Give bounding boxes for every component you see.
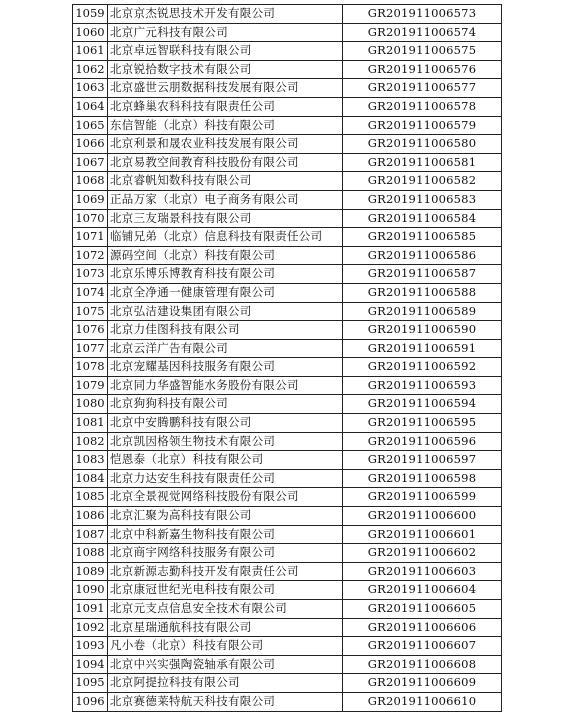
company-name: 北京商宇网络科技服务有限公司 [108, 544, 343, 563]
row-number: 1065 [73, 116, 108, 135]
table-row [73, 97, 502, 116]
row-number: 1093 [73, 637, 108, 656]
table-row [73, 395, 502, 414]
certificate-code: GR201911006582 [343, 172, 502, 191]
row-number: 1095 [73, 674, 108, 693]
certificate-code: GR201911006578 [343, 97, 502, 116]
table-row [73, 637, 502, 656]
company-name: 北京盛世云朋数据科技发展有限公司 [108, 79, 343, 98]
table-row [73, 432, 502, 451]
row-number: 1094 [73, 655, 108, 674]
row-number: 1083 [73, 451, 108, 470]
company-name: 北京星瑞通航科技有限公司 [108, 618, 343, 637]
company-name: 正品万家（北京）电子商务有限公司 [108, 190, 343, 209]
certificate-code: GR201911006586 [343, 246, 502, 265]
row-number: 1075 [73, 302, 108, 321]
company-name: 北京宠耀基因科技服务有限公司 [108, 358, 343, 377]
table-row [73, 228, 502, 247]
table-row [73, 5, 502, 24]
certificate-code: GR201911006573 [343, 5, 502, 24]
row-number: 1076 [73, 321, 108, 340]
table-row [73, 376, 502, 395]
certificate-code: GR201911006588 [343, 283, 502, 302]
certificate-code: GR201911006597 [343, 451, 502, 470]
company-name: 源码空间（北京）科技有限公司 [108, 246, 343, 265]
table-row [73, 674, 502, 693]
row-number: 1079 [73, 376, 108, 395]
company-name: 北京中安腾鹏科技有限公司 [108, 414, 343, 433]
certificate-code: GR201911006593 [343, 376, 502, 395]
certificate-code: GR201911006596 [343, 432, 502, 451]
certificate-code: GR201911006604 [343, 581, 502, 600]
row-number: 1082 [73, 432, 108, 451]
certificate-code: GR201911006599 [343, 488, 502, 507]
certificate-code: GR201911006603 [343, 562, 502, 581]
row-number: 1062 [73, 60, 108, 79]
company-name: 北京锐拾数字技术有限公司 [108, 60, 343, 79]
certificate-code: GR201911006609 [343, 674, 502, 693]
table-row [73, 600, 502, 619]
row-number: 1071 [73, 228, 108, 247]
table-row [73, 79, 502, 98]
certificate-code: GR201911006594 [343, 395, 502, 414]
table-row [73, 451, 502, 470]
company-name: 北京蜂巢农科科技有限责任公司 [108, 97, 343, 116]
certificate-code: GR201911006608 [343, 655, 502, 674]
table-row [73, 42, 502, 61]
table-body [73, 5, 502, 712]
company-name: 北京三友瑞景科技有限公司 [108, 209, 343, 228]
table-row [73, 246, 502, 265]
row-number: 1090 [73, 581, 108, 600]
row-number: 1061 [73, 42, 108, 61]
table-row [73, 655, 502, 674]
company-name: 北京全景视觉网络科技股份有限公司 [108, 488, 343, 507]
certificate-code: GR201911006575 [343, 42, 502, 61]
row-number: 1072 [73, 246, 108, 265]
certificate-code: GR201911006598 [343, 469, 502, 488]
certificate-code: GR201911006601 [343, 525, 502, 544]
certificate-code: GR201911006610 [343, 692, 502, 711]
company-name: 北京易教空间教育科技股份有限公司 [108, 153, 343, 172]
table-row [73, 116, 502, 135]
row-number: 1073 [73, 265, 108, 284]
company-name: 北京云洋广告有限公司 [108, 339, 343, 358]
row-number: 1078 [73, 358, 108, 377]
table-row [73, 525, 502, 544]
row-number: 1084 [73, 469, 108, 488]
company-name: 北京力佳图科技有限公司 [108, 321, 343, 340]
company-name: 恺恩泰（北京）科技有限公司 [108, 451, 343, 470]
certificate-code: GR201911006605 [343, 600, 502, 619]
table-row [73, 581, 502, 600]
table-row [73, 618, 502, 637]
row-number: 1059 [73, 5, 108, 24]
row-number: 1088 [73, 544, 108, 563]
company-name: 北京睿帆知数科技有限公司 [108, 172, 343, 191]
certificate-code: GR201911006577 [343, 79, 502, 98]
company-name: 北京中兴实强陶瓷轴承有限公司 [108, 655, 343, 674]
company-name: 北京康冠世纪光电科技有限公司 [108, 581, 343, 600]
table-row [73, 153, 502, 172]
table-row [73, 544, 502, 563]
table-row [73, 562, 502, 581]
certificate-code: GR201911006580 [343, 135, 502, 154]
row-number: 1077 [73, 339, 108, 358]
company-name: 北京元支点信息安全技术有限公司 [108, 600, 343, 619]
company-name: 北京利景和晟农业科技发展有限公司 [108, 135, 343, 154]
table-row [73, 60, 502, 79]
row-number: 1085 [73, 488, 108, 507]
company-name: 东信智能（北京）科技有限公司 [108, 116, 343, 135]
row-number: 1092 [73, 618, 108, 637]
row-number: 1087 [73, 525, 108, 544]
certificate-code: GR201911006602 [343, 544, 502, 563]
certificate-code: GR201911006585 [343, 228, 502, 247]
certificate-code: GR201911006579 [343, 116, 502, 135]
certificate-code: GR201911006591 [343, 339, 502, 358]
table-row [73, 135, 502, 154]
company-name: 北京汇聚为高科技有限公司 [108, 507, 343, 526]
row-number: 1096 [73, 692, 108, 711]
row-number: 1074 [73, 283, 108, 302]
certificate-code: GR201911006583 [343, 190, 502, 209]
table-row [73, 172, 502, 191]
certificate-code: GR201911006595 [343, 414, 502, 433]
certificate-code: GR201911006587 [343, 265, 502, 284]
certificate-code: GR201911006574 [343, 23, 502, 42]
row-number: 1067 [73, 153, 108, 172]
company-name: 北京阿提拉科技有限公司 [108, 674, 343, 693]
row-number: 1089 [73, 562, 108, 581]
company-name: 北京弘洁建设集团有限公司 [108, 302, 343, 321]
row-number: 1068 [73, 172, 108, 191]
company-name: 北京中科新嘉生物科技有限公司 [108, 525, 343, 544]
row-number: 1064 [73, 97, 108, 116]
certificate-code: GR201911006581 [343, 153, 502, 172]
certificate-code: GR201911006606 [343, 618, 502, 637]
company-name: 北京卓远智联科技有限公司 [108, 42, 343, 61]
table-row [73, 321, 502, 340]
row-number: 1069 [73, 190, 108, 209]
certificate-code: GR201911006576 [343, 60, 502, 79]
table-row [73, 358, 502, 377]
company-name: 北京同力华盛智能水务股份有限公司 [108, 376, 343, 395]
row-number: 1060 [73, 23, 108, 42]
row-number: 1091 [73, 600, 108, 619]
certificate-code: GR201911006600 [343, 507, 502, 526]
certificate-code: GR201911006584 [343, 209, 502, 228]
table-row [73, 414, 502, 433]
company-name: 北京狗狗科技有限公司 [108, 395, 343, 414]
company-name: 北京力达安生科技有限责任公司 [108, 469, 343, 488]
company-name: 北京凯因格领生物技术有限公司 [108, 432, 343, 451]
row-number: 1066 [73, 135, 108, 154]
row-number: 1081 [73, 414, 108, 433]
table-row [73, 692, 502, 711]
company-name: 北京全净通一健康管理有限公司 [108, 283, 343, 302]
certificate-code: GR201911006589 [343, 302, 502, 321]
certificate-code: GR201911006592 [343, 358, 502, 377]
table-row [73, 23, 502, 42]
certificate-code: GR201911006607 [343, 637, 502, 656]
table-row [73, 339, 502, 358]
table-row [73, 488, 502, 507]
company-name: 北京乐博乐博教育科技有限公司 [108, 265, 343, 284]
company-name: 北京广元科技有限公司 [108, 23, 343, 42]
row-number: 1070 [73, 209, 108, 228]
table-row [73, 507, 502, 526]
table-row [73, 302, 502, 321]
company-name: 凡小卷（北京）科技有限公司 [108, 637, 343, 656]
row-number: 1086 [73, 507, 108, 526]
certificate-code: GR201911006590 [343, 321, 502, 340]
table-row [73, 265, 502, 284]
table-row [73, 283, 502, 302]
table-row [73, 190, 502, 209]
table-row [73, 469, 502, 488]
company-certificate-table [72, 4, 502, 712]
company-name: 北京新源志勤科技开发有限责任公司 [108, 562, 343, 581]
table-row [73, 209, 502, 228]
row-number: 1080 [73, 395, 108, 414]
row-number: 1063 [73, 79, 108, 98]
company-name: 北京京杰锐思技术开发有限公司 [108, 5, 343, 24]
company-name: 临铺兄弟（北京）信息科技有限责任公司 [108, 228, 343, 247]
company-name: 北京赛德莱特航天科技有限公司 [108, 692, 343, 711]
